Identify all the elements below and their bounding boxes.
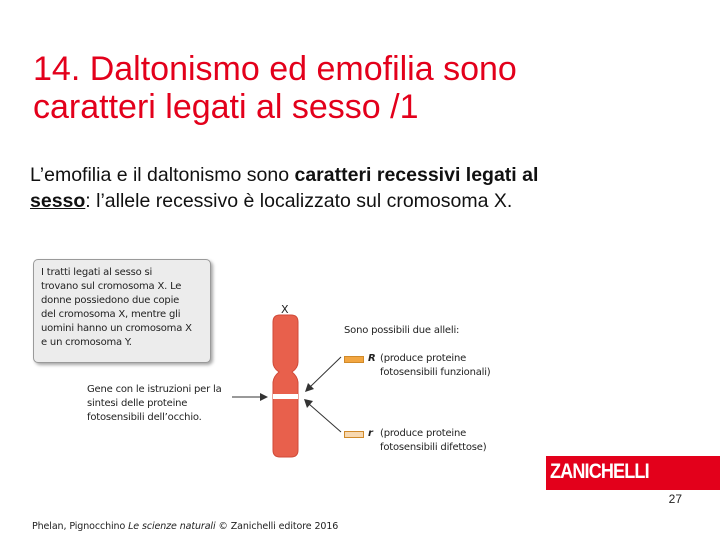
box-line: trovano sul cromosoma X. Le xyxy=(41,281,182,292)
arrow-allele-R xyxy=(310,357,341,387)
arrow-allele-r xyxy=(309,404,341,432)
allele-R-desc-1: (produce proteine xyxy=(380,353,467,364)
gene-locus-band xyxy=(273,394,298,399)
body-text-2: : l’allele recessivo è localizzato sul cromosoma X. xyxy=(85,190,513,212)
chromosome-x xyxy=(273,315,298,457)
allele-r-desc xyxy=(380,427,540,455)
box-line: del cromosoma X, mentre gli xyxy=(41,309,181,320)
arrow-gene-head xyxy=(260,393,268,401)
footer-rest: © Zanichelli editore 2016 xyxy=(215,521,339,532)
footer-book: Le scienze naturali xyxy=(128,521,216,532)
page-number: 27 xyxy=(668,492,682,506)
box-line: e un cromosoma Y. xyxy=(41,337,132,348)
allele-r-letter: r xyxy=(368,428,373,439)
gene-line: sintesi delle proteine xyxy=(87,398,188,409)
chromosome-label: X xyxy=(281,303,289,316)
allele-r-desc-2: fotosensibili difettose) xyxy=(380,442,487,453)
allele-r-swatch xyxy=(344,431,364,438)
gene-line: fotosensibili dell’occhio. xyxy=(87,412,202,423)
footer-authors: Phelan, Pignocchino xyxy=(32,521,129,532)
box-line: uomini hanno un cromosoma X xyxy=(41,323,192,334)
box-line: I tratti legati al sesso si xyxy=(41,267,153,278)
body-text-1: L’emofilia e il daltonismo sono xyxy=(30,164,295,186)
logo-text: ZANICHELLI xyxy=(550,460,649,483)
allele-R-desc-2: fotosensibili funzionali) xyxy=(380,367,491,378)
box-line: donne possiedono due copie xyxy=(41,295,180,306)
allele-R-desc xyxy=(380,352,540,380)
info-box xyxy=(33,259,211,363)
zanichelli-logo xyxy=(546,456,720,490)
body-bold-1: caratteri recessivi legati al xyxy=(294,164,539,186)
allele-R-swatch xyxy=(344,356,364,363)
footer-credit xyxy=(32,521,338,532)
title-line-2: caratteri legati al sesso /1 xyxy=(33,88,419,126)
alleles-title: Sono possibili due alleli: xyxy=(344,325,460,336)
gene-line: Gene con le istruzioni per la xyxy=(87,384,222,395)
allele-R-letter: R xyxy=(368,353,376,364)
allele-r-desc-1: (produce proteine xyxy=(380,428,467,439)
body-bold-2: sesso xyxy=(30,190,86,212)
gene-caption xyxy=(87,383,247,425)
title-line-1: 14. Daltonismo ed emofilia sono xyxy=(33,50,517,88)
